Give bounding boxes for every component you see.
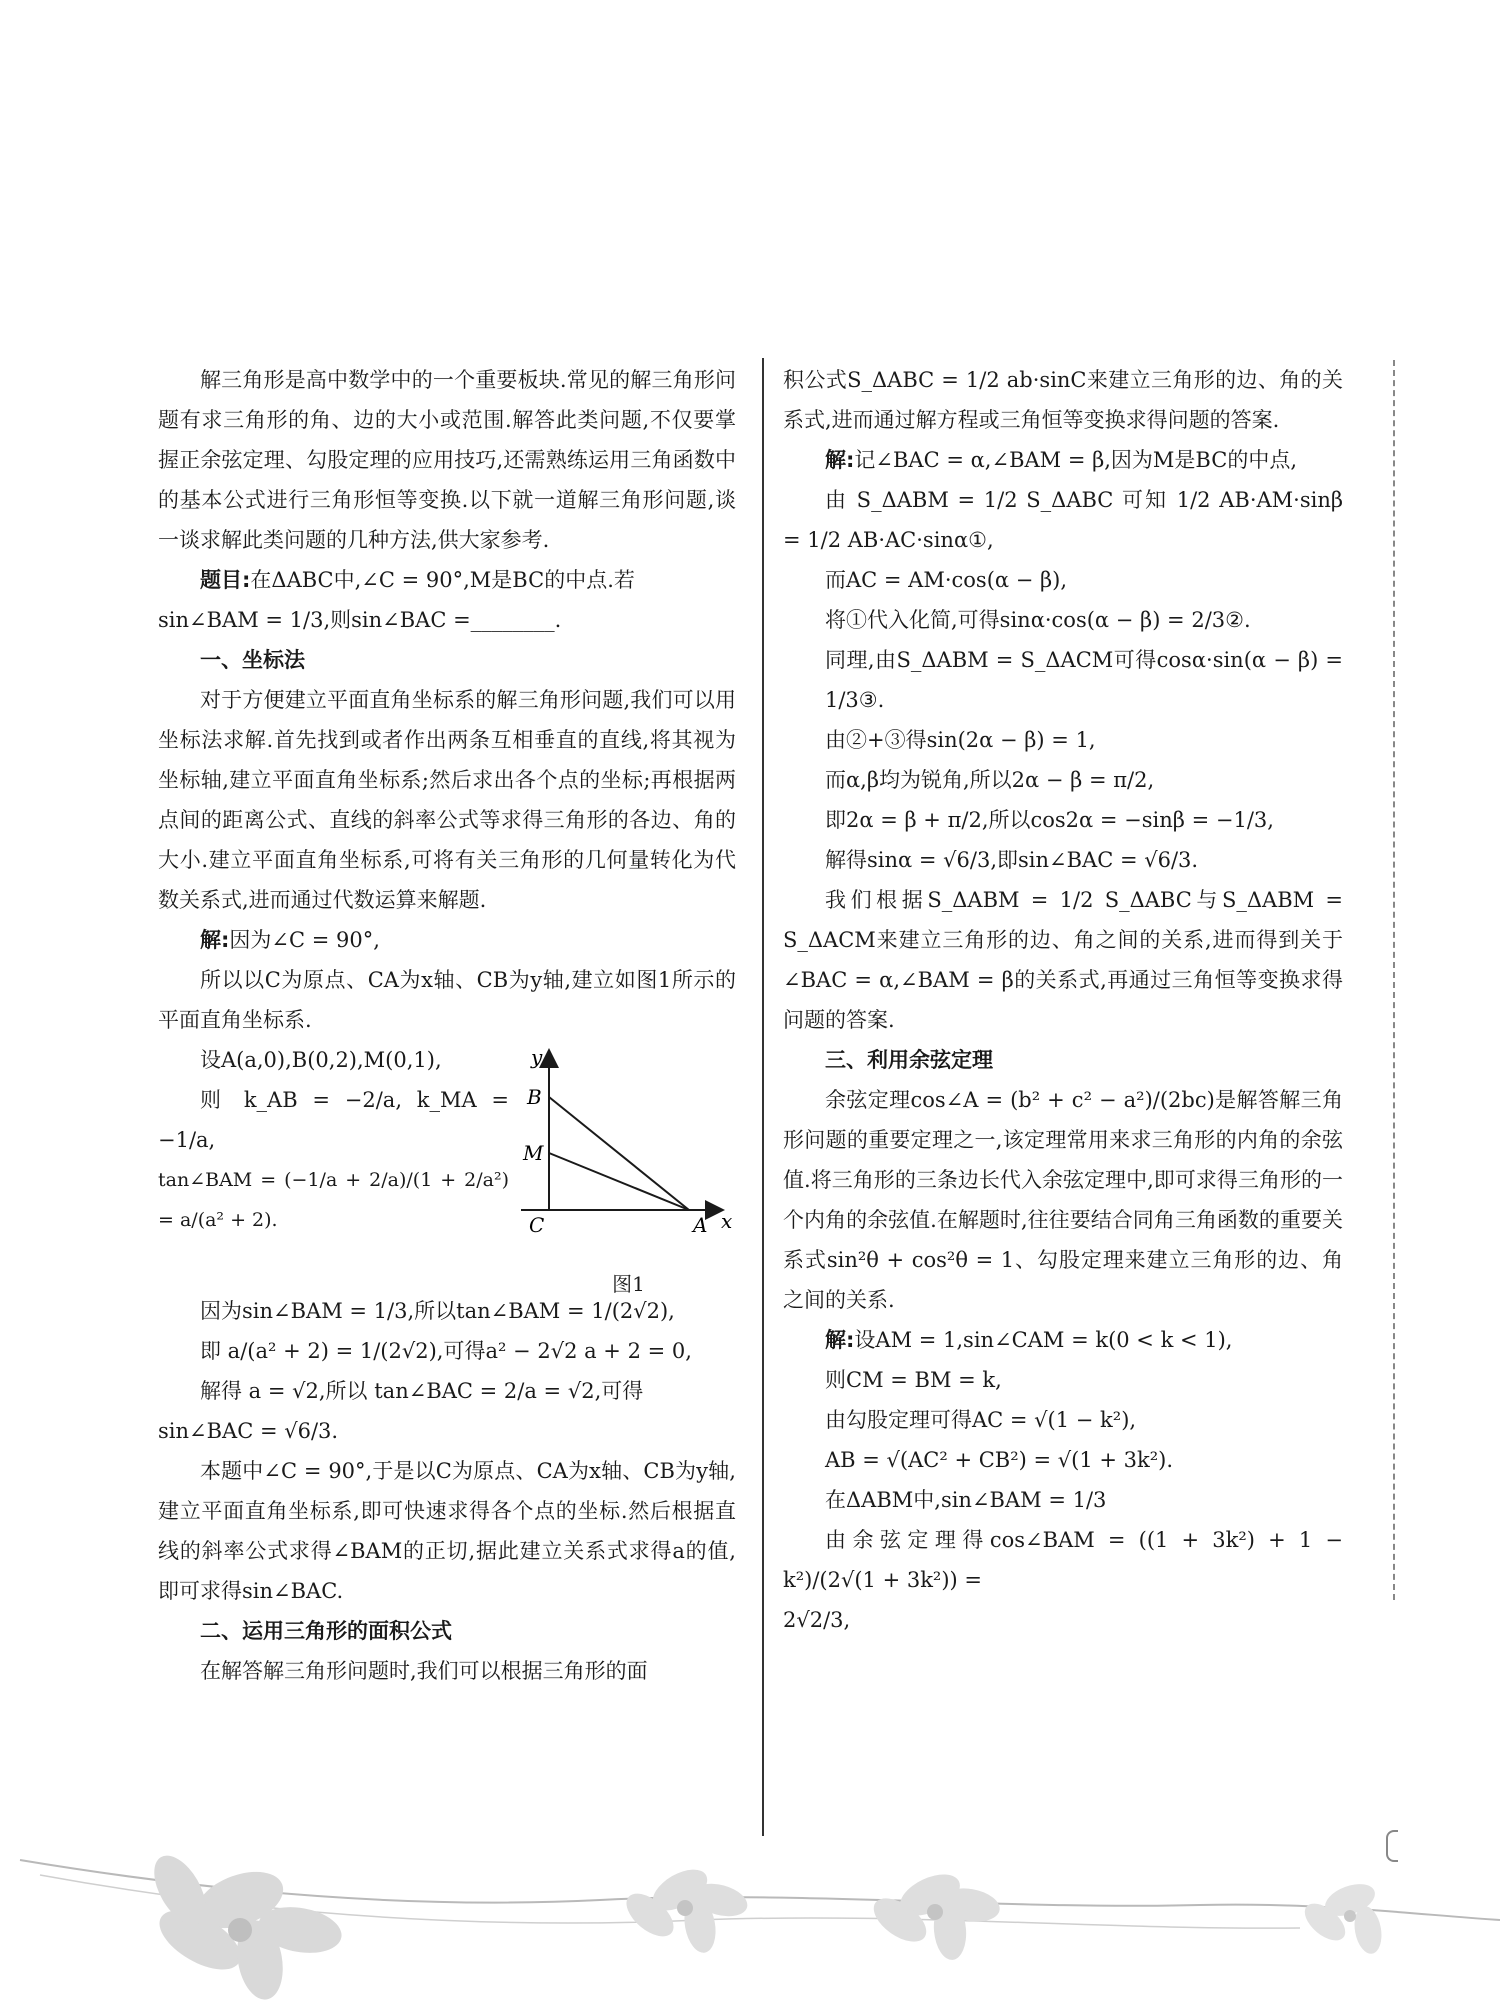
column-divider xyxy=(762,358,764,1836)
solution-label: 解: xyxy=(200,928,230,952)
solution-1-line1 xyxy=(158,920,736,960)
solution-3-line3: 由勾股定理可得AC = √(1 − k²), xyxy=(825,1408,1137,1432)
solution-2-line3: 而AC = AM·cos(α − β), xyxy=(825,568,1068,592)
solution-1-line2: 所以以C为原点、CA为x轴、CB为y轴,建立如图1所示的平面直角坐标系. xyxy=(158,968,736,1032)
section-2-summary: 我们根据S_ΔABM = 1/2 S_ΔABC与S_ΔABM = S_ΔACM来建立三角形的边、角之间的关系,进而得到关于∠BAC = α,∠BAM = β的关系式,再通过三角恒等变换求得问题的答案. xyxy=(783,888,1343,1032)
segment-AM xyxy=(549,1153,689,1210)
solution-3-line4: AB = √(AC² + CB²) = √(1 + 3k²). xyxy=(825,1448,1174,1472)
solution-2-line9: 解得sinα = √6/3,即sin∠BAC = √6/3. xyxy=(825,848,1199,872)
solution-3-line2: 则CM = BM = k, xyxy=(825,1368,1002,1392)
section-2-intro: 在解答解三角形问题时,我们可以根据三角形的面 xyxy=(200,1659,648,1683)
point-M-label: M xyxy=(523,1141,544,1165)
flower-3-icon xyxy=(866,1866,1002,1961)
flower-1-icon xyxy=(144,1847,346,2003)
solution-1-line9: sin∠BAC = √6/3. xyxy=(158,1419,339,1443)
section-1-summary: 本题中∠C = 90°,于是以C为原点、CA为x轴、CB为y轴,建立平面直角坐标系,即可快速求得各个点的坐标.然后根据直线的斜率公式求得∠BAM的正切,据此建立关系式求得a的值,即可求得sin∠BAC. xyxy=(158,1459,736,1603)
right-column xyxy=(783,360,1343,1640)
intro-paragraph: 解三角形是高中数学中的一个重要板块.常见的解三角形问题有求三角形的角、边的大小或范围.解答此类问题,不仅要掌握正余弦定理、勾股定理的应用技巧,还需熟练运用三角函数中的基本公式进行三角形恒等变换.以下就一道解三角形问题,谈一谈求解此类问题的几种方法,供大家参考. xyxy=(158,368,736,552)
flower-2-icon xyxy=(619,1861,751,1955)
x-label: x xyxy=(721,1209,733,1233)
section-3-intro: 余弦定理cos∠A = (b² + c² − a²)/(2bc)是解答解三角形问题的重要定理之一,该定理常用来求三角形的内角的余弦值.将三角形的三条边长代入余弦定理中,即可求得三角形的一个内角的余弦值.在解题时,往往要结合同角三角函数的重要关系式sin²θ + cos²θ = 1、勾股定理来建立三角形的边、角之间的关系. xyxy=(783,1088,1343,1312)
solution-3-line5: 在ΔABM中,sin∠BAM = 1/3 xyxy=(825,1488,1107,1512)
flower-4-icon xyxy=(1298,1878,1385,1956)
coordinate-diagram xyxy=(521,1042,736,1257)
solution-1-line4: 则 k_AB = −2/a, k_MA = −1/a, xyxy=(158,1088,509,1152)
solution-2-line7: 而α,β均为锐角,所以2α − β = π/2, xyxy=(825,768,1155,792)
figure-caption: 图1 xyxy=(612,1272,645,1296)
section-1-title: 一、坐标法 xyxy=(200,648,305,672)
solution-2-text: 记∠BAC = α,∠BAM = β,因为M是BC的中点, xyxy=(854,448,1297,472)
problem-text: 在ΔABC中,∠C = 90°,M是BC的中点.若 xyxy=(250,568,635,592)
left-column xyxy=(158,360,736,1691)
floral-decoration xyxy=(0,1820,1500,2007)
problem-text-line2: sin∠BAM = 1/3,则sin∠BAC =________. xyxy=(158,608,562,632)
solution-1-text: 因为∠C = 90°, xyxy=(229,928,380,952)
section-2-continued: 积公式S_ΔABC = 1/2 ab·sinC来建立三角形的边、角的关系式,进而通过解方程或三角恒等变换求得问题的答案. xyxy=(783,368,1343,432)
point-C-label: C xyxy=(529,1213,545,1237)
point-B-label: B xyxy=(527,1085,542,1109)
section-3-title: 三、利用余弦定理 xyxy=(825,1048,993,1072)
solution-1-line5: tan∠BAM = (−1/a + 2/a)/(1 + 2/a²) = a/(a² + 2). xyxy=(158,1169,509,1231)
solution-1-line8: 解得 a = √2,所以 tan∠BAC = 2/a = √2,可得 xyxy=(200,1379,644,1403)
solution-2-line6: 由②+③得sin(2α − β) = 1, xyxy=(825,728,1096,752)
solution-3-line6: 由余弦定理得cos∠BAM = ((1 + 3k²) + 1 − k²)/(2√(1 + 3k²)) = xyxy=(783,1528,1343,1592)
point-A-label: A xyxy=(693,1213,708,1237)
solution-2-line8: 即2α = β + π/2,所以cos2α = −sinβ = −1/3, xyxy=(825,808,1274,832)
solution-label: 解: xyxy=(825,448,855,472)
section-1-intro: 对于方便建立平面直角坐标系的解三角形问题,我们可以用坐标法求解.首先找到或者作出两条互相垂直的直线,将其视为坐标轴,建立平面直角坐标系;然后求出各个点的坐标;再根据两点间的距离公式、直线的斜率公式等求得三角形的各边、角的大小.建立平面直角坐标系,可将有关三角形的几何量转化为代数关系式,进而通过代数运算来解题. xyxy=(158,688,736,912)
solution-label: 解: xyxy=(825,1328,855,1352)
solution-1-line3: 设A(a,0),B(0,2),M(0,1), xyxy=(200,1048,442,1072)
solution-3-line7: 2√2/3, xyxy=(783,1608,851,1632)
problem-label: 题目: xyxy=(200,568,251,592)
solution-2-line5: 同理,由S_ΔABM = S_ΔACM可得cosα·sin(α − β) = 1/3③. xyxy=(825,648,1343,712)
segment-AB xyxy=(549,1097,689,1210)
solution-1-line7: 即 a/(a² + 2) = 1/(2√2),可得a² − 2√2 a + 2 = 0, xyxy=(200,1339,692,1363)
page-edge-dashed-line xyxy=(1393,360,1395,1600)
section-2-title: 二、运用三角形的面积公式 xyxy=(200,1619,452,1643)
solution-3-line1 xyxy=(783,1320,1343,1360)
solution-3-text: 设AM = 1,sin∠CAM = k(0 < k < 1), xyxy=(854,1328,1233,1352)
solution-2-line1 xyxy=(783,440,1343,480)
solution-2-line2: 由 S_ΔABM = 1/2 S_ΔABC 可知 1/2 AB·AM·sinβ = 1/2 AB·AC·sinα①, xyxy=(783,488,1343,552)
problem-statement xyxy=(158,560,736,600)
solution-1-line6: 因为sin∠BAM = 1/3,所以tan∠BAM = 1/(2√2), xyxy=(200,1299,675,1323)
solution-2-line4: 将①代入化简,可得sinα·cos(α − β) = 2/3②. xyxy=(825,608,1251,632)
y-label: y xyxy=(531,1045,543,1069)
figure-1 xyxy=(521,1042,736,1296)
